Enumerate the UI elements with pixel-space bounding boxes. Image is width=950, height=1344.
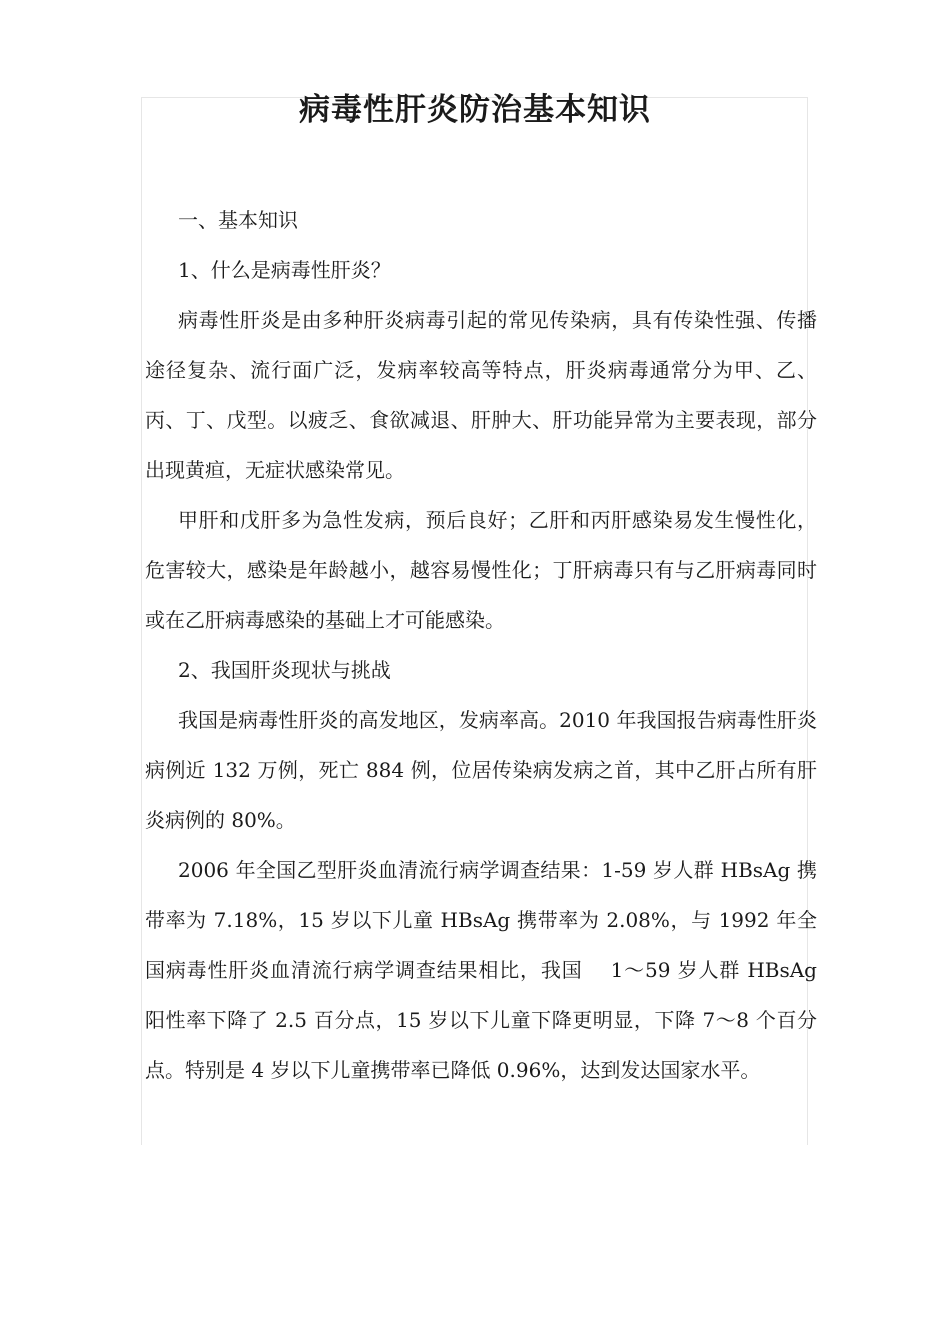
paragraph-china-incidence: 我国是病毒性肝炎的高发地区，发病率高。2010 年我国报告病毒性肝炎病例近 132 万例，死亡 884 例，位居传染病发病之首，其中乙肝占所有肝炎病例的 80%。: [145, 708, 817, 832]
document-body: [145, 195, 817, 1095]
section-heading-basic-knowledge: 一、基本知识: [178, 208, 298, 232]
document-title: 病毒性肝炎防治基本知识: [299, 92, 651, 128]
question-heading-china-status: 2、我国肝炎现状与挑战: [178, 658, 391, 682]
paragraph-hepatitis-types: 甲肝和戊肝多为急性发病，预后良好；乙肝和丙肝感染易发生慢性化，危害较大，感染是年龄越小，越容易慢性化；丁肝病毒只有与乙肝病毒同时或在乙肝病毒感染的基础上才可能感染。: [145, 508, 817, 632]
question-heading-what-is-hepatitis: 1、什么是病毒性肝炎？: [178, 258, 391, 282]
paragraph-hepatitis-definition: 病毒性肝炎是由多种肝炎病毒引起的常见传染病，具有传染性强、传播途径复杂、流行面广泛，发病率较高等特点，肝炎病毒通常分为甲、乙、丙、丁、戊型。以疲乏、食欲减退、肝肿大、肝功能异常为主要表现，部分出现黄疸，无症状感染常见。: [145, 308, 817, 482]
paragraph-survey-results: 2006 年全国乙型肝炎血清流行病学调查结果：1-59 岁人群 HBsAg 携带率为 7.18%，15 岁以下儿童 HBsAg 携带率为 2.08%，与 1992 年全国病毒性肝炎血清流行病学调查结果相比，我国 1～59 岁人群 HBsAg 阳性率下降了 2.5 百分点，15 岁以下儿童下降更明显，下降 7～8 个百分点。特别是 4 岁以下儿童携带率已降低 0.96%，达到发达国家水平。: [145, 858, 817, 1082]
